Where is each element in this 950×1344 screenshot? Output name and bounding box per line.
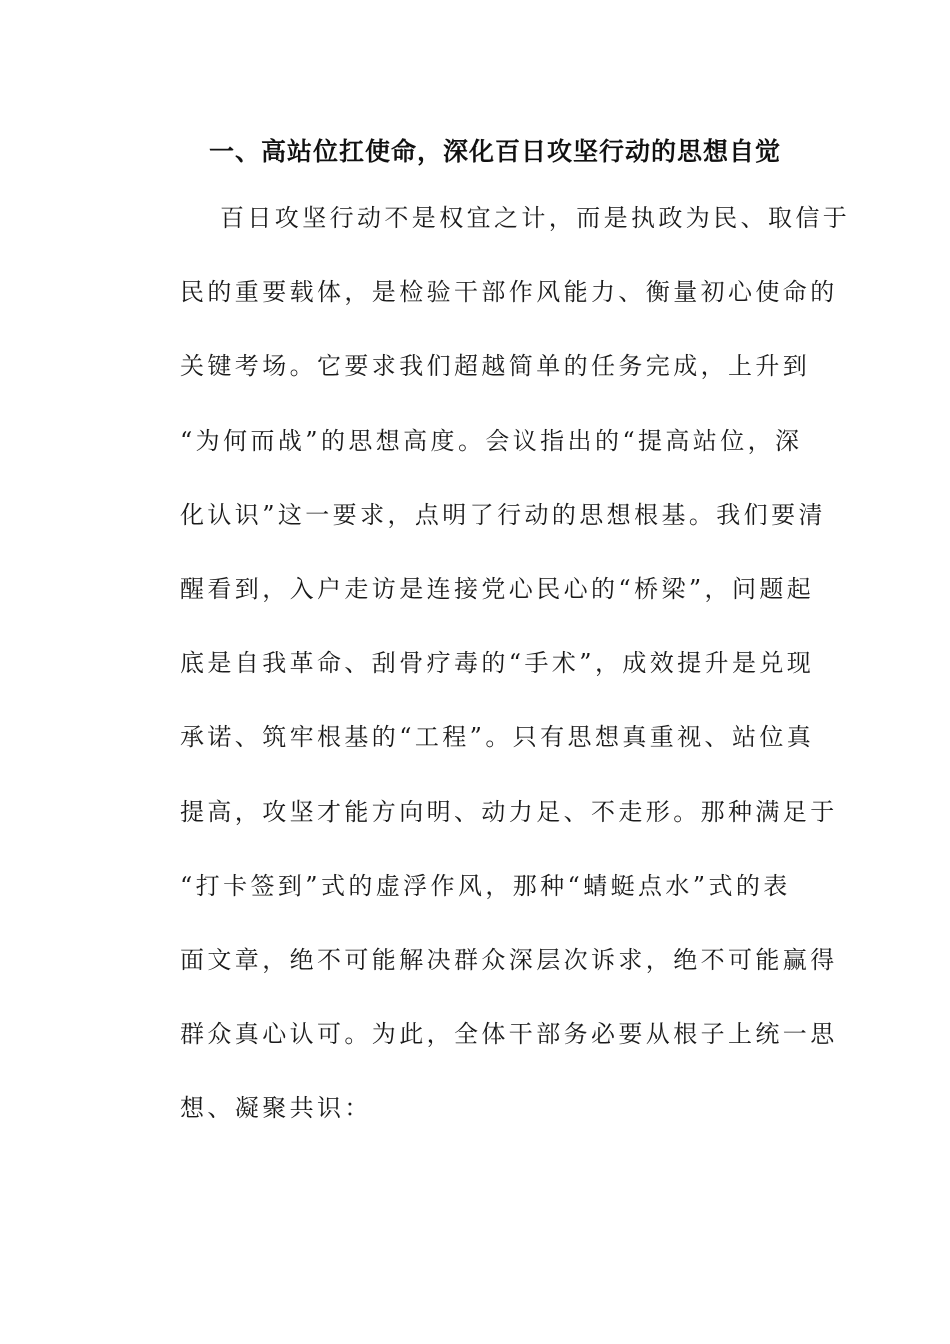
paragraph-line: 百日攻坚行动不是权宜之计，而是执政为民、取信于 xyxy=(220,204,851,232)
section-heading: 一、高站位扛使命，深化百日攻坚行动的思想自觉 xyxy=(208,137,781,166)
paragraph-line: 群众真心认可。为此，全体干部务必要从根子上统一思 xyxy=(180,1020,838,1049)
paragraph-line: 民的重要载体，是检验干部作风能力、衡量初心使命的 xyxy=(180,278,838,307)
paragraph-line: 化认识”这一要求，点明了行动的思想根基。我们要清 xyxy=(180,500,826,529)
paragraph-line: 面文章，绝不可能解决群众深层次诉求，绝不可能赢得 xyxy=(180,945,838,974)
paragraph-line: 想、凝聚共识： xyxy=(180,1094,372,1123)
paragraph-line: 底是自我革命、刮骨疗毒的“手术”，成效提升是兑现 xyxy=(180,649,815,678)
paragraph-line: 醒看到，入户走访是连接党心民心的“桥梁”，问题起 xyxy=(180,574,815,603)
paragraph-line: 承诺、筑牢根基的“工程”。只有思想真重视、站位真 xyxy=(180,723,815,752)
paragraph-line: “为何而战”的思想高度。会议指出的“提高站位，深 xyxy=(180,426,803,455)
paragraph-line: 提高，攻坚才能方向明、动力足、不走形。那种满足于 xyxy=(180,797,838,826)
paragraph-line: “打卡签到”式的虚浮作风，那种“蜻蜓点水”式的表 xyxy=(180,871,791,900)
paragraph-line: 关键考场。它要求我们超越简单的任务完成，上升到 xyxy=(180,352,811,381)
body-paragraph xyxy=(180,198,851,1162)
